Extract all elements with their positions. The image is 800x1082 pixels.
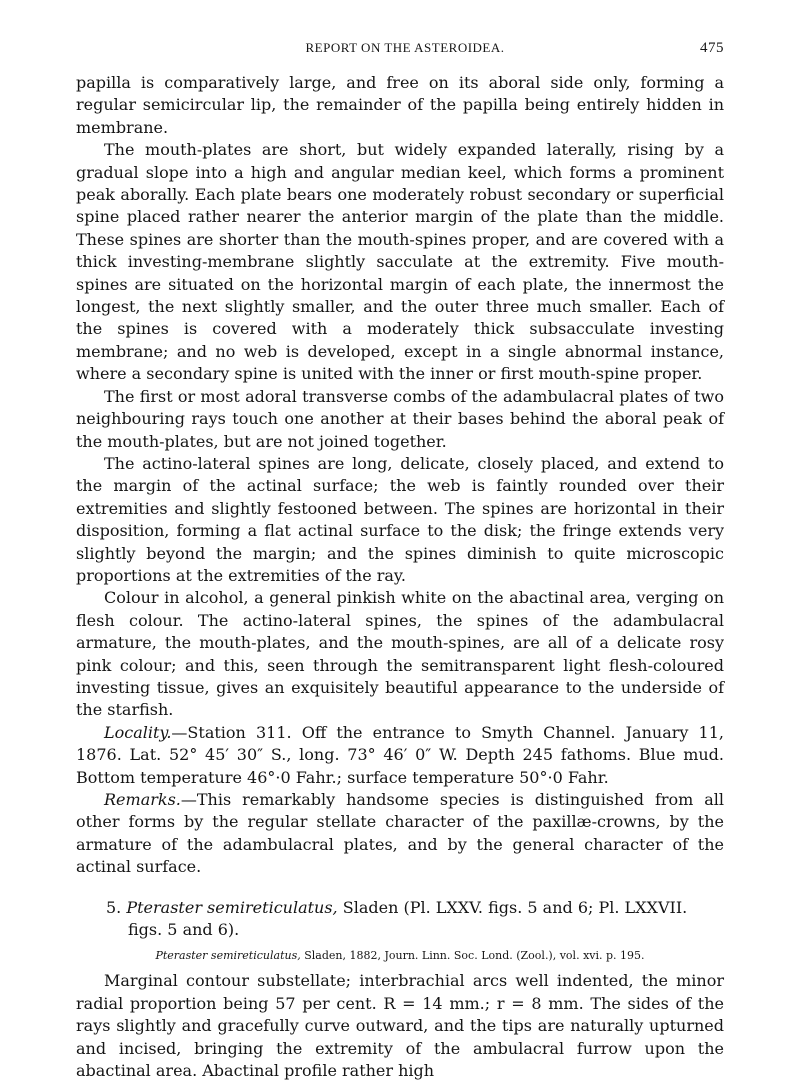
running-header [76,40,724,62]
paragraph-description: Marginal contour substellate; interbrachial arcs well indented, the minor radial proportion being 57 per cent. R = 14 mm.; r = 8 mm. The sides of the rays slightly and gracefully curve outward, and the tips are naturally upturned and incised, bringing the extremity of the ambulacral furrow upon the abactinal area. Abactinal profile rather high [76,971,724,1081]
main-text [76,72,724,879]
species-name: Pteraster semireticulatus, [126,897,338,917]
species-number: 5. [106,897,122,917]
paragraph-mouth-plates: The mouth-plates are short, but widely expanded laterally, rising by a gradual slope into a high and angular median keel, which forms a prominent peak aborally. Each plate bears one moderately robust secondary or superficial spine placed rather nearer the anterior margin of the plate than the middle. These spines are shorter than the mouth-spines proper, and are covered with a thick investing-membrane slightly sacculate at the extremity. Five mouth-spines are situated on the horizontal margin of each plate, the innermost the longest, the next slightly smaller, and the outer three much smaller. Each of the spines is covered with a moderately thick subsacculate investing membrane; and no web is developed, except in a single abnormal instance, where a secondary spine is united with the inner or first mouth-spine proper. [76,140,724,384]
page [76,40,724,1082]
species-heading [76,897,724,942]
page-number: 475 [700,40,724,56]
locality-label: Locality. [104,722,172,742]
locality-text: Station 311. Off the entrance to Smyth Channel. January 11, 1876. Lat. 52° 45′ 30″ S., long. 73° 46′ 0″ W. Depth 245 fathoms. Blue mud. Bottom temperature 46°·0 Fahr.; surface temperature 50°·0 Fahr. [76,722,724,787]
synonymy-citation [76,948,724,963]
remarks-label: Remarks. [104,790,181,809]
citation-name: Pteraster semireticulatus, [155,949,301,963]
species-authority: Sladen (Pl. LXXV. figs. 5 and 6; Pl. LXXVII. figs. 5 and 6). [128,897,688,940]
citation-text: Sladen, 1882, Journ. Linn. Soc. Lond. (Zool.), vol. xvi. p. 195. [304,949,645,963]
paragraph-remarks: Remarks.—This remarkably handsome species is distinguished from all other forms by the regular stellate character of the paxillæ-crowns, by the armature of the adambulacral plates, and by the general character of the actinal surface. [76,790,724,877]
paragraph-adoral-combs: The first or most adoral transverse combs of the adambulacral plates of two neighbouring rays touch one another at their bases behind the aboral peak of the mouth-plates, but are not joined together. [76,386,724,451]
remarks-text: This remarkably handsome species is distinguished from all other forms by the regular stellate character of the paxillæ-crowns, by the armature of the adambulacral plates, and by the general character of the actinal surface. [76,790,724,877]
running-title: REPORT ON THE ASTEROIDEA. [305,40,505,55]
paragraph-continued: papilla is comparatively large, and free on its aboral side only, forming a regular semicircular lip, the remainder of the papilla being entirely hidden in membrane. [76,73,724,137]
paragraph-locality: Locality.—Station 311. Off the entrance to Smyth Channel. January 11, 1876. Lat. 52° 45′ 30″ S., long. 73° 46′ 0″ W. Depth 245 fathoms. Blue mud. Bottom temperature 46°·0 Fahr.; surface temperature 50°·0 Fahr. [76,722,724,787]
paragraph-actino-lateral-spines: The actino-lateral spines are long, delicate, closely placed, and extend to the margin of the actinal surface; the web is faintly rounded over their extremities and slightly festooned between. The spines are horizontal in their disposition, forming a flat actinal surface to the disk; the fringe extends very slightly beyond the margin; and the spines diminish to quite microscopic proportions at the extremities of the ray. [76,453,724,585]
paragraph-colour: Colour in alcohol, a general pinkish white on the abactinal area, verging on flesh colour. The actino-lateral spines, the spines of the adambulacral armature, the mouth-plates, and the mouth-spines, are all of a delicate rosy pink colour; and this, seen through the semitransparent light flesh-coloured investing tissue, gives an exquisitely beautiful appearance to the underside of the starfish. [76,588,724,720]
species-description [76,970,724,1082]
